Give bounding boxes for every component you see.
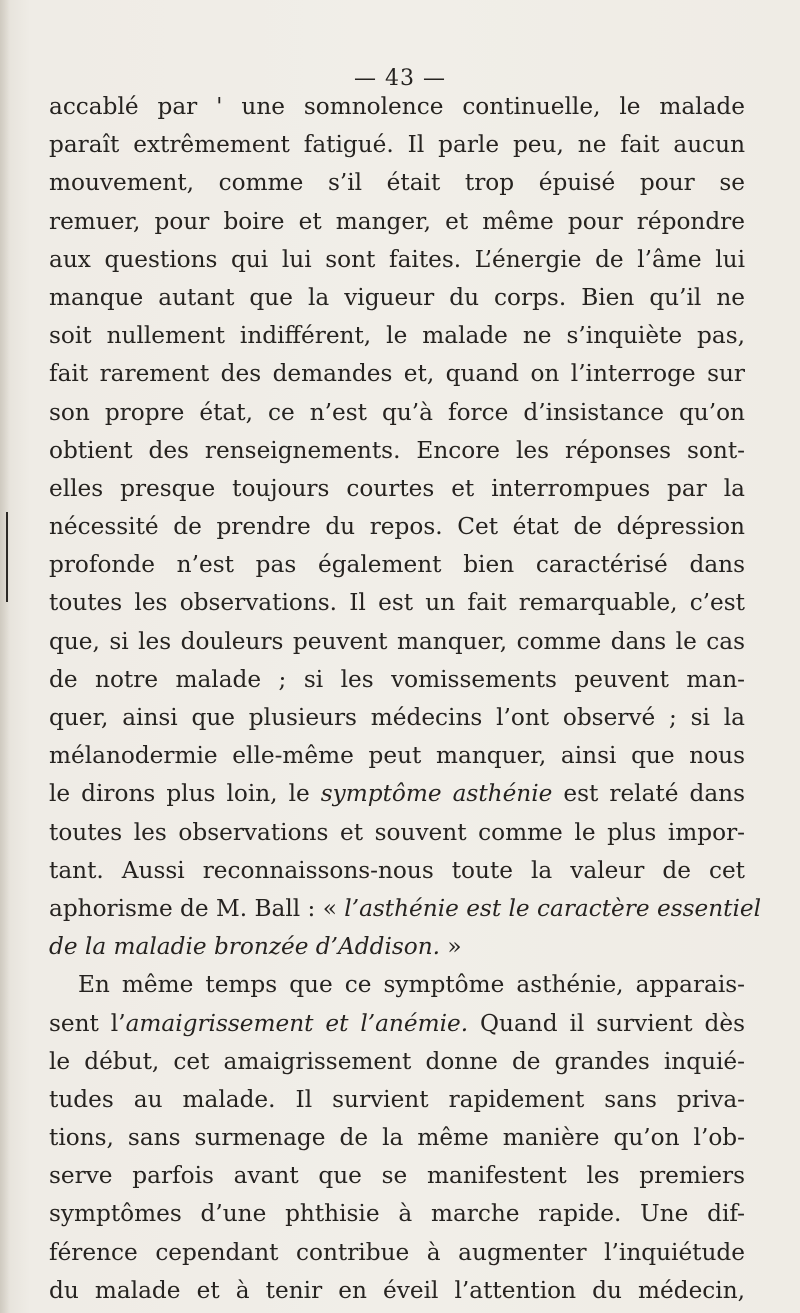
text-line: obtient des renseignements. Encore les réponses sont- [49,436,745,464]
italic-quote: de la maladie bronzée d’Addison. [49,933,441,961]
text-line: du malade et à tenir en éveil l’attention du médecin, [49,1276,745,1304]
text-line: elles presque toujours courtes et interrompues par la [49,474,745,502]
text-line: tudes au malade. Il survient rapidement sans priva- [49,1085,745,1113]
text-segment: sent l’ [49,1009,126,1037]
text-line: tant. Aussi reconnaissons-nous toute la valeur de cet [49,856,745,884]
text-line: de notre malade ; si les vomissements peuvent man- [49,665,745,693]
text-line: le début, cet amaigrissement donne de grandes inquié- [49,1047,745,1075]
text-line: En même temps que ce symptôme asthénie, apparais- [78,971,745,999]
text-line [49,928,745,966]
text-line: toutes les observations et souvent comme le plus impor- [49,818,745,846]
text-line: tions, sans surmenage de la même manière qu’on l’ob- [49,1124,745,1152]
text-line [49,775,745,813]
text-line: fait rarement des demandes et, quand on l’interroge sur [49,360,745,388]
text-line: mouvement, comme s’il était trop épuisé pour se [49,169,745,197]
text-segment: » [440,933,462,961]
text-line: paraît extrêmement fatigué. Il parle peu, ne fait aucun [49,131,745,159]
italic-term: symptôme asthénie [320,780,553,808]
page-number: — 43 — [354,66,446,91]
text-line: profonde n’est pas également bien caractérisé dans [49,551,745,579]
text-segment: aphorisme de M. Ball : « [49,894,345,922]
text-line: quer, ainsi que plusieurs médecins l’ont observé ; si la [49,704,745,731]
text-line: remuer, pour boire et manger, et même pour répondre [49,207,745,235]
margin-mark [6,512,8,602]
text-line: serve parfois avant que se manifestent les premiers [49,1162,745,1190]
text-line: son propre état, ce n’est qu’à force d’insistance qu’on [49,398,745,426]
text-segment: Quand il survient dès [468,1009,745,1037]
text-line: férence cependant contribue à augmenter l’inquiétude [49,1238,745,1266]
text-line: symptômes d’une phthisie à marche rapide. Une dif- [49,1200,745,1228]
text-line [49,1005,745,1043]
body-text [49,88,761,1310]
text-line: nécessité de prendre du repos. Cet état de dépression [49,513,745,541]
text-line: que, si les douleurs peuvent manquer, comme dans le cas [49,627,745,655]
text-line: soit nullement indifférent, le malade ne s’inquiète pas, [49,322,745,350]
page-gutter-shadow [0,0,10,1313]
text-line [49,890,761,928]
text-line: mélanodermie elle-même peut manquer, ainsi que nous [49,742,745,770]
text-segment: le dirons plus loin, le [49,780,321,808]
text-line: accablé par ' une somnolence continuelle, le malade [49,93,745,120]
italic-quote: l’asthénie est le caractère essentiel [344,894,761,922]
text-segment: est relaté dans [552,780,745,808]
text-line: aux questions qui lui sont faites. L’énergie de l’âme lui [49,245,745,273]
text-line: manque autant que la vigueur du corps. Bien qu’il ne [49,283,745,311]
text-line: toutes les observations. Il est un fait remarquable, c’est [49,589,745,617]
italic-term: amaigrissement et l’anémie. [125,1009,469,1037]
